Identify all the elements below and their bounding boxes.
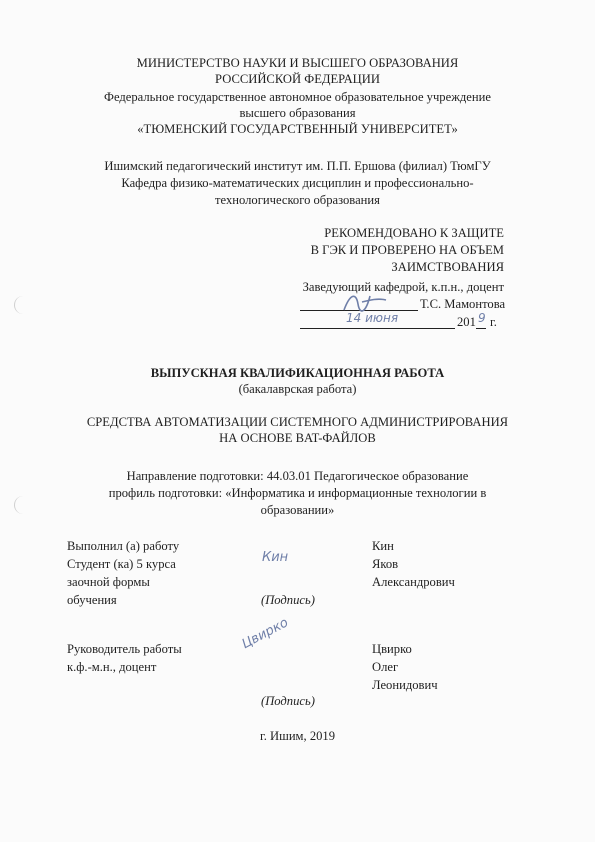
student-role: обучения bbox=[67, 593, 117, 607]
student-role: Студент (ка) 5 курса bbox=[67, 557, 176, 571]
date-line bbox=[300, 328, 455, 329]
date-year-prefix: 201 bbox=[457, 315, 476, 329]
approval-line: ЗАИМСТВОВАНИЯ bbox=[391, 260, 504, 274]
student-role: Выполнил (а) работу bbox=[67, 539, 180, 553]
study-direction: Направление подготовки: 44.03.01 Педагогическое образование bbox=[126, 469, 469, 483]
institution-line: высшего образования bbox=[239, 106, 356, 120]
student-handwritten-signature: Кин bbox=[262, 550, 289, 565]
signature-caption: (Подпись) bbox=[261, 593, 315, 607]
city-year: г. Ишим, 2019 bbox=[259, 729, 336, 743]
approval-line: В ГЭК И ПРОВЕРЕНО НА ОБЪЕМ bbox=[310, 243, 504, 257]
study-profile: профиль подготовки: «Информатика и информационные технологии в bbox=[108, 486, 487, 500]
institute-name: Ишимский педагогический институт им. П.П. Ершова (филиал) ТюмГУ bbox=[104, 159, 491, 173]
supervisor-surname: Цвирко bbox=[372, 642, 412, 656]
student-first-name: Яков bbox=[372, 557, 399, 571]
signature-caption: (Подпись) bbox=[261, 694, 315, 708]
supervisor-patronymic: Леонидович bbox=[372, 678, 438, 692]
institution-line: Федеральное государственное автономное образовательное учреждение bbox=[104, 90, 491, 104]
handwritten-date: 14 июня bbox=[346, 311, 399, 325]
date-year-suffix: г. bbox=[490, 315, 497, 329]
handwritten-year: 9 bbox=[478, 311, 486, 325]
year-line bbox=[476, 328, 486, 329]
student-surname: Кин bbox=[372, 539, 394, 553]
head-of-department-name: Т.С. Мамонтова bbox=[420, 297, 506, 311]
supervisor-first-name: Олег bbox=[372, 660, 399, 674]
ministry-line: РОССИЙСКОЙ ФЕДЕРАЦИИ bbox=[215, 72, 380, 86]
supervisor-handwritten-signature: Цвирко bbox=[239, 615, 291, 653]
department-name: Кафедра физико-математических дисциплин и профессионально- bbox=[121, 176, 474, 190]
ministry-line: МИНИСТЕРСТВО НАУКИ И ВЫСШЕГО ОБРАЗОВАНИЯ bbox=[136, 56, 459, 70]
work-subtype: (бакалаврская работа) bbox=[238, 382, 357, 396]
work-title: СРЕДСТВА АВТОМАТИЗАЦИИ СИСТЕМНОГО АДМИНИСТРИРОВАНИЯ bbox=[86, 415, 509, 429]
supervisor-role: к.ф.-м.н., доцент bbox=[67, 660, 157, 674]
university-name: «ТЮМЕНСКИЙ ГОСУДАРСТВЕННЫЙ УНИВЕРСИТЕТ» bbox=[137, 122, 458, 136]
department-name: технологического образования bbox=[215, 193, 380, 207]
study-profile: образовании» bbox=[260, 503, 335, 517]
head-of-department-title: Заведующий кафедрой, к.п.н., доцент bbox=[302, 280, 504, 294]
student-role: заочной формы bbox=[67, 575, 150, 589]
work-type: ВЫПУСКНАЯ КВАЛИФИКАЦИОННАЯ РАБОТА bbox=[150, 366, 445, 380]
punch-hole-mark bbox=[14, 296, 27, 314]
work-title: НА ОСНОВЕ BAT-ФАЙЛОВ bbox=[219, 431, 376, 445]
student-patronymic: Александрович bbox=[372, 575, 455, 589]
supervisor-role: Руководитель работы bbox=[67, 642, 182, 656]
approval-line: РЕКОМЕНДОВАНО К ЗАЩИТЕ bbox=[324, 226, 504, 240]
